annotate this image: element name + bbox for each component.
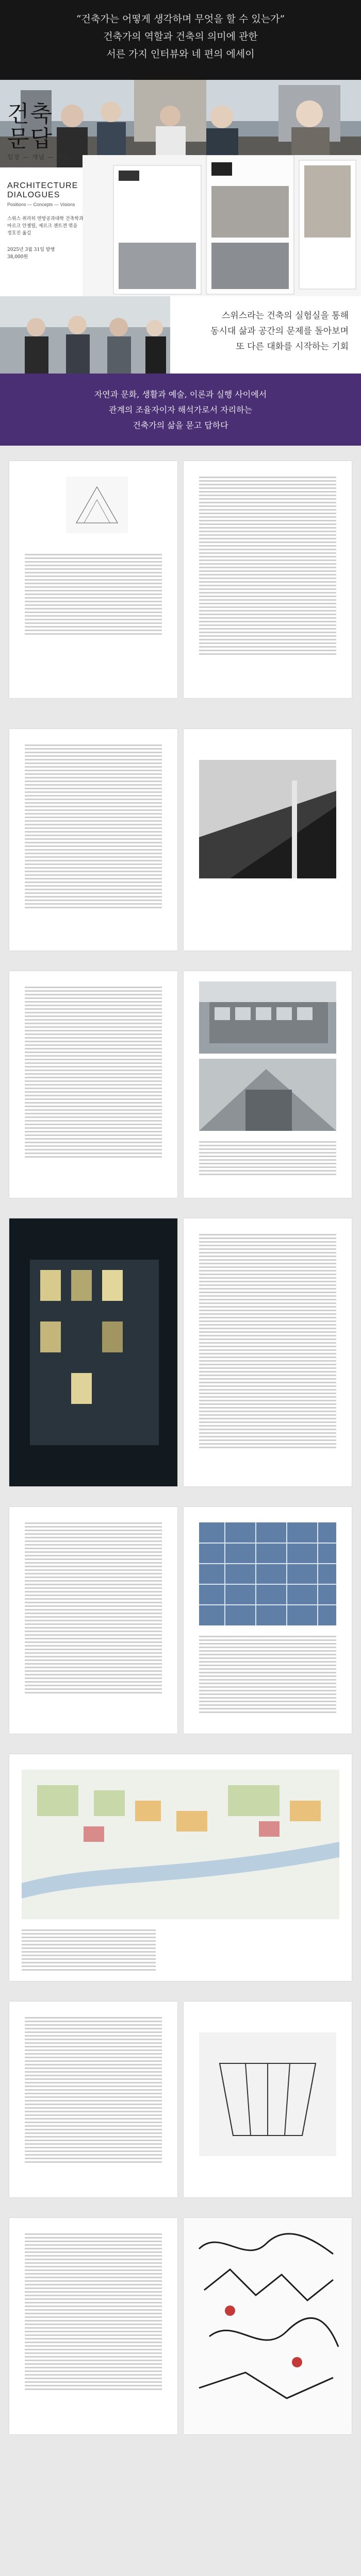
spread-8-right-page (184, 2218, 352, 2434)
spread-4-right-page (184, 1218, 352, 1486)
book-mockup-image (83, 155, 361, 299)
spread-4-left-page (9, 1218, 177, 1486)
hero-banner (0, 0, 361, 80)
translator-line: 정호진 옮김 (7, 231, 31, 236)
night-building-photo (9, 1218, 177, 1486)
authors-line-1: 스위스 취리히 연방공과대학 건축학과 (7, 216, 84, 222)
book-english-title (7, 181, 78, 200)
book-title (7, 102, 53, 151)
book-english-subtitle: Positions — Concepts — Visions (7, 202, 75, 207)
book-title-line-1: 건축 (7, 101, 54, 127)
spread-2-right-page (184, 729, 352, 951)
english-title-line-2: DIALOGUES (7, 191, 60, 199)
publication-date: 2025년 3월 31일 발행 (7, 247, 55, 252)
spread-4 (0, 1208, 361, 1497)
tagline-3: 또 다른 대화를 시작하는 기회 (236, 342, 349, 352)
handwritten-sketch-image (184, 2218, 352, 2434)
spread-9 (0, 2445, 361, 2576)
spread-1-left-page (9, 461, 177, 698)
book-price: 38,000원 (7, 255, 28, 260)
spread-3 (0, 961, 361, 1208)
spread-5-right-page (184, 1507, 352, 1734)
spread-7 (0, 1991, 361, 2208)
purple-quote-band (0, 374, 361, 446)
spread-2-left-page (9, 729, 177, 951)
tagline-1: 스위스라는 건축의 실험실을 통해 (221, 311, 349, 321)
english-title-line-1: ARCHITECTURE (7, 181, 78, 190)
spread-5-left-page (9, 1507, 177, 1734)
book-authors (7, 215, 84, 237)
spread-8-left-page (9, 2218, 177, 2434)
facade-photo (199, 981, 336, 1054)
urban-map-image (22, 1770, 339, 1919)
spread-7-left-page (9, 2002, 177, 2197)
sketch-image (66, 477, 128, 533)
book-publication-info (7, 246, 55, 261)
spread-5 (0, 1497, 361, 1744)
band-line-2: 관계의 조율자이자 해석가로서 자리하는 (108, 405, 252, 415)
spread-3-right-page (184, 971, 352, 1198)
book-subtitle: 입장 — 개념 — 비전 (7, 154, 70, 161)
spread-8 (0, 2208, 361, 2445)
spread-7-right-page (184, 2002, 352, 2197)
band-line-1: 자연과 문화, 생활과 예술, 이론과 실행 사이에서 (94, 389, 267, 399)
spread-1-right-page (184, 461, 352, 698)
hero-line-2: 건축가의 역할과 건축의 의미에 관한 (103, 31, 258, 42)
structure-drawing (199, 2032, 336, 2156)
interior-photo (199, 760, 336, 878)
tagline-2: 동시대 삶과 공간의 문제를 돌아보며 (210, 326, 349, 336)
glass-facade-photo (199, 1522, 336, 1625)
authors-line-2: 마르크 안젤릴, 제르크 젠트겐 엮음 (7, 224, 78, 229)
building-photo (199, 1059, 336, 1131)
spread-1 (0, 446, 361, 724)
spread-2 (0, 724, 361, 961)
book-title-line-2: 문답 (7, 126, 54, 152)
spread-6 (0, 1744, 361, 1991)
hero-quote: “건축가는 어떻게 생각하며 무엇을 할 수 있는가” (76, 13, 285, 25)
spread-3-left-page (9, 971, 177, 1198)
spread-6-map-page (9, 1754, 352, 1981)
hero-line-3: 서른 가지 인터뷰와 네 편의 에세이 (106, 48, 255, 60)
band-line-3: 건축가의 삶을 묻고 답하다 (133, 420, 228, 430)
